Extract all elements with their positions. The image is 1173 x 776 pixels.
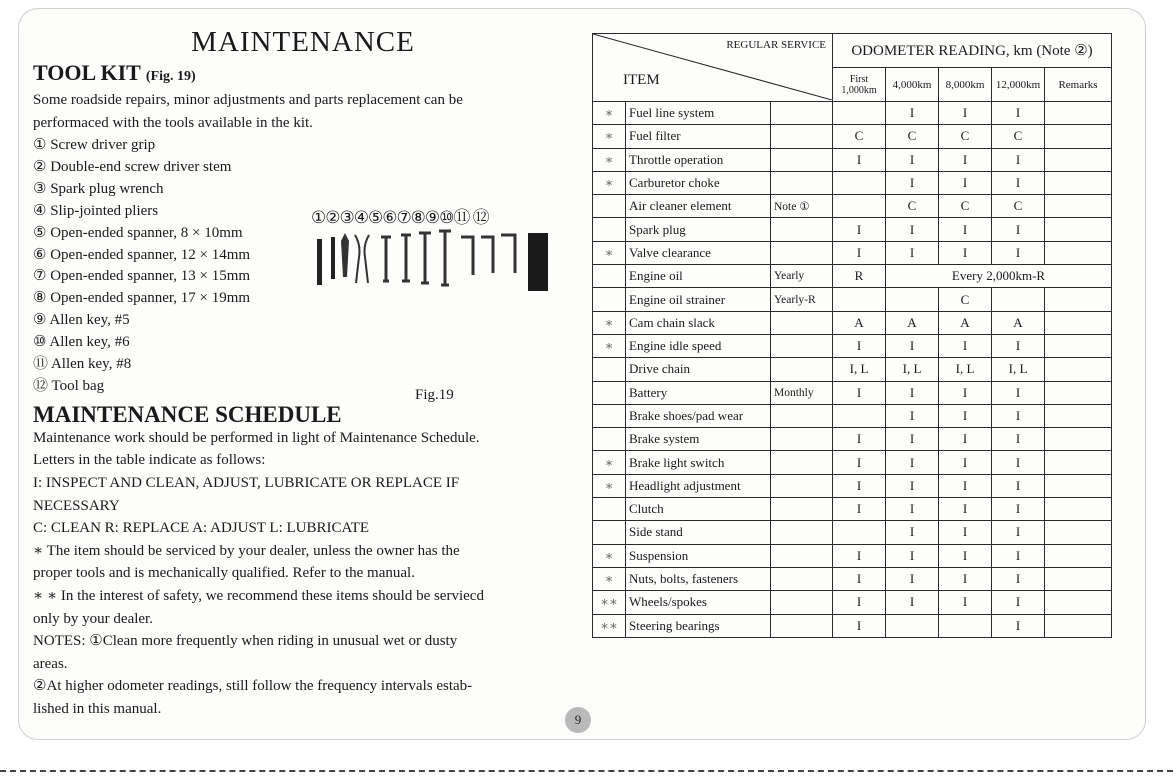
schedule-text xyxy=(33,427,573,721)
row-value: I, L xyxy=(886,358,939,381)
row-note: Yearly-R xyxy=(771,288,833,311)
corner-regular-service: REGULAR SERVICE xyxy=(726,39,826,51)
row-mark xyxy=(593,428,626,451)
row-value: I xyxy=(833,241,886,264)
tool-item-label: Open-ended spanner, 8 × 10mm xyxy=(50,224,243,241)
row-remarks xyxy=(1045,288,1112,311)
maintenance-table-container xyxy=(592,33,1112,638)
row-value: I xyxy=(939,148,992,171)
row-value: I xyxy=(939,451,992,474)
row-value: I xyxy=(939,241,992,264)
column-header: 8,000km xyxy=(939,68,992,102)
row-note xyxy=(771,451,833,474)
row-mark xyxy=(593,358,626,381)
row-value: I, L xyxy=(992,358,1045,381)
row-value: I xyxy=(833,567,886,590)
row-remarks xyxy=(1045,148,1112,171)
row-note xyxy=(771,567,833,590)
tool-kit-fig-ref: (Fig. 19) xyxy=(145,69,196,84)
tool-item xyxy=(33,157,573,179)
tool-item-number: ⑩ xyxy=(33,334,50,351)
row-mark: ∗ xyxy=(593,125,626,148)
row-value: I xyxy=(886,148,939,171)
row-value: I xyxy=(886,521,939,544)
row-note xyxy=(771,404,833,427)
tool-kit-title: TOOL KIT xyxy=(33,60,141,85)
row-value: I xyxy=(939,171,992,194)
table-row xyxy=(593,498,1112,521)
row-value: I xyxy=(886,334,939,357)
row-value: C xyxy=(833,125,886,148)
schedule-line: Letters in the table indicate as follows: xyxy=(33,452,266,469)
row-value: I xyxy=(886,544,939,567)
tool-item-label: Allen key, #6 xyxy=(49,334,130,351)
row-value: I xyxy=(939,428,992,451)
row-value xyxy=(833,521,886,544)
row-value: C xyxy=(886,195,939,218)
row-mark: ∗ xyxy=(593,451,626,474)
tool-item-label: Allen key, #5 xyxy=(49,312,130,329)
tool-item-label: Open-ended spanner, 17 × 19mm xyxy=(50,290,251,307)
schedule-line: only by your dealer. xyxy=(33,610,153,627)
table-row xyxy=(593,404,1112,427)
maintenance-table xyxy=(592,33,1112,638)
row-item: Battery xyxy=(626,381,771,404)
row-item: Valve clearance xyxy=(626,241,771,264)
tool-kit-heading xyxy=(33,60,573,89)
row-value: I xyxy=(992,171,1045,194)
column-header: Remarks xyxy=(1045,68,1112,102)
row-item: Side stand xyxy=(626,521,771,544)
page-number: 9 xyxy=(565,707,591,733)
row-mark: ∗ xyxy=(593,544,626,567)
row-note xyxy=(771,148,833,171)
row-remarks xyxy=(1045,498,1112,521)
row-value: I xyxy=(992,567,1045,590)
row-note xyxy=(771,521,833,544)
table-row xyxy=(593,474,1112,497)
tool-item-number: ④ xyxy=(33,202,51,219)
row-item: Fuel line system xyxy=(626,102,771,125)
tools-illustration xyxy=(311,227,571,357)
row-value: C xyxy=(886,125,939,148)
row-remarks xyxy=(1045,334,1112,357)
row-value xyxy=(886,288,939,311)
row-note xyxy=(771,358,833,381)
row-remarks xyxy=(1045,102,1112,125)
row-item: Carburetor choke xyxy=(626,171,771,194)
row-value: I xyxy=(833,498,886,521)
row-item: Throttle operation xyxy=(626,148,771,171)
row-note: Yearly xyxy=(771,265,833,288)
row-mark: ∗ xyxy=(593,311,626,334)
row-note xyxy=(771,474,833,497)
row-item: Engine oil strainer xyxy=(626,288,771,311)
row-item: Steering bearings xyxy=(626,614,771,637)
row-value: I xyxy=(886,102,939,125)
table-row xyxy=(593,311,1112,334)
row-mark xyxy=(593,288,626,311)
row-value: I xyxy=(939,102,992,125)
row-value: I xyxy=(886,218,939,241)
row-remarks xyxy=(1045,404,1112,427)
figure-caption: Fig.19 xyxy=(415,387,454,403)
row-value: I xyxy=(886,428,939,451)
row-mark: ∗ xyxy=(593,102,626,125)
schedule-line: NECESSARY xyxy=(33,497,120,514)
row-mark xyxy=(593,381,626,404)
row-remarks xyxy=(1045,195,1112,218)
row-mark: ∗ xyxy=(593,334,626,357)
row-item: Engine oil xyxy=(626,265,771,288)
row-mark xyxy=(593,498,626,521)
row-mark: ∗ xyxy=(593,474,626,497)
tool-item-number: ⑤ xyxy=(33,224,51,241)
schedule-line: Maintenance work should be performed in light of Maintenance Schedule. xyxy=(33,429,480,446)
schedule-line: C: CLEAN R: REPLACE A: ADJUST L: LUBRICATE xyxy=(33,520,370,537)
tool-item-label: Screw driver grip xyxy=(50,137,156,153)
row-value: I xyxy=(939,544,992,567)
row-note xyxy=(771,498,833,521)
table-row xyxy=(593,125,1112,148)
row-value: I xyxy=(833,614,886,637)
row-item: Clutch xyxy=(626,498,771,521)
row-note xyxy=(771,241,833,264)
schedule-line: ∗ The item should be serviced by your dealer, unless the owner has the xyxy=(33,542,460,559)
row-value: I xyxy=(992,521,1045,544)
table-row xyxy=(593,241,1112,264)
row-value: I xyxy=(992,451,1045,474)
row-remarks xyxy=(1045,125,1112,148)
row-mark xyxy=(593,265,626,288)
row-value: I xyxy=(939,521,992,544)
row-value: I xyxy=(992,148,1045,171)
column-header: 12,000km xyxy=(992,68,1045,102)
table-row xyxy=(593,358,1112,381)
schedule-heading: MAINTENANCE SCHEDULE xyxy=(33,401,342,427)
tool-item-number: ⑫ xyxy=(33,377,52,394)
table-row xyxy=(593,614,1112,637)
row-value: I xyxy=(992,381,1045,404)
row-value xyxy=(833,102,886,125)
bottom-rule xyxy=(0,770,1173,772)
table-row xyxy=(593,567,1112,590)
tool-item-label: Spark plug wrench xyxy=(50,180,164,197)
row-note: Monthly xyxy=(771,381,833,404)
row-span-note: Every 2,000km-R xyxy=(886,265,1112,288)
table-row xyxy=(593,102,1112,125)
row-remarks xyxy=(1045,218,1112,241)
row-remarks xyxy=(1045,451,1112,474)
row-remarks xyxy=(1045,241,1112,264)
tool-item-number: ⑨ xyxy=(33,312,50,329)
row-note xyxy=(771,125,833,148)
row-value xyxy=(833,288,886,311)
row-mark: ∗∗ xyxy=(593,591,626,614)
row-value: A xyxy=(886,311,939,334)
corner-item: ITEM xyxy=(623,72,660,88)
tool-list xyxy=(33,135,573,403)
table-row xyxy=(593,381,1112,404)
table-row xyxy=(593,288,1112,311)
row-value: I xyxy=(939,404,992,427)
schedule-line: I: INSPECT AND CLEAN, ADJUST, LUBRICATE OR REPLACE IF xyxy=(33,475,460,492)
row-note xyxy=(771,102,833,125)
row-value: I xyxy=(992,498,1045,521)
row-item: Drive chain xyxy=(626,358,771,381)
table-row xyxy=(593,265,1112,288)
row-value: A xyxy=(833,311,886,334)
tool-item xyxy=(33,179,573,201)
row-value: I xyxy=(939,474,992,497)
row-value: C xyxy=(939,288,992,311)
row-value: I xyxy=(939,591,992,614)
row-mark: ∗ xyxy=(593,148,626,171)
row-item: Nuts, bolts, fasteners xyxy=(626,567,771,590)
row-remarks xyxy=(1045,591,1112,614)
row-value: I xyxy=(833,451,886,474)
row-note xyxy=(771,591,833,614)
table-row xyxy=(593,451,1112,474)
row-item: Spark plug xyxy=(626,218,771,241)
row-value xyxy=(939,614,992,637)
left-column xyxy=(33,26,573,721)
row-note xyxy=(771,544,833,567)
row-item: Brake shoes/pad wear xyxy=(626,404,771,427)
row-remarks xyxy=(1045,474,1112,497)
row-value: I xyxy=(992,544,1045,567)
row-value: C xyxy=(939,125,992,148)
row-mark: ∗∗ xyxy=(593,614,626,637)
row-value: I, L xyxy=(939,358,992,381)
row-value: I xyxy=(939,381,992,404)
row-value: I xyxy=(939,218,992,241)
row-item: Suspension xyxy=(626,544,771,567)
row-item: Brake light switch xyxy=(626,451,771,474)
tool-item-number: ⑥ xyxy=(33,246,51,263)
row-remarks xyxy=(1045,544,1112,567)
row-item: Air cleaner element xyxy=(626,195,771,218)
table-row xyxy=(593,171,1112,194)
row-note: Note ① xyxy=(771,195,833,218)
row-value xyxy=(833,404,886,427)
row-value: I xyxy=(886,451,939,474)
schedule-line: ∗ ∗ In the interest of safety, we recommend these items should be serviecd xyxy=(33,588,484,605)
row-mark: ∗ xyxy=(593,171,626,194)
row-value xyxy=(992,288,1045,311)
row-value: I xyxy=(939,498,992,521)
row-item: Engine idle speed xyxy=(626,334,771,357)
row-item: Headlight adjustment xyxy=(626,474,771,497)
row-value: I xyxy=(992,614,1045,637)
row-value: I xyxy=(833,474,886,497)
row-remarks xyxy=(1045,521,1112,544)
tool-item xyxy=(33,135,573,157)
row-value: R xyxy=(833,265,886,288)
tool-item-number: ② xyxy=(33,158,51,175)
table-corner-cell xyxy=(593,34,833,102)
row-value: I xyxy=(992,428,1045,451)
row-note xyxy=(771,428,833,451)
schedule-line: lished in this manual. xyxy=(33,701,162,717)
row-value: I xyxy=(833,591,886,614)
row-value xyxy=(886,614,939,637)
tool-number-labels: ①②③④⑤⑥⑦⑧⑨⑩⑪ ⑫ xyxy=(311,208,489,227)
row-value: I xyxy=(833,381,886,404)
row-value: I xyxy=(886,404,939,427)
table-row xyxy=(593,334,1112,357)
row-note xyxy=(771,614,833,637)
table-row xyxy=(593,591,1112,614)
row-value xyxy=(833,171,886,194)
page-title: MAINTENANCE xyxy=(191,26,415,58)
row-mark xyxy=(593,218,626,241)
row-remarks xyxy=(1045,614,1112,637)
schedule-line: NOTES: ①Clean more frequently when riding in unusual wet or dusty xyxy=(33,633,458,650)
row-value: I xyxy=(992,474,1045,497)
table-row xyxy=(593,148,1112,171)
row-mark: ∗ xyxy=(593,567,626,590)
tool-kit-intro-1: Some roadside repairs, minor adjustments and parts replacement can be xyxy=(33,92,463,108)
row-value: I xyxy=(886,498,939,521)
column-header: 4,000km xyxy=(886,68,939,102)
row-note xyxy=(771,218,833,241)
table-row xyxy=(593,195,1112,218)
tool-kit-figure xyxy=(311,205,571,405)
row-value xyxy=(833,195,886,218)
row-value: I xyxy=(833,334,886,357)
row-remarks xyxy=(1045,358,1112,381)
row-value: I xyxy=(939,567,992,590)
row-value: I xyxy=(886,171,939,194)
row-value: I xyxy=(992,404,1045,427)
row-value: I xyxy=(886,381,939,404)
row-value: I xyxy=(992,591,1045,614)
row-value: I xyxy=(886,567,939,590)
row-value: I xyxy=(992,334,1045,357)
row-value: A xyxy=(939,311,992,334)
tool-item-label: Allen key, #8 xyxy=(50,356,132,373)
row-value: I xyxy=(992,102,1045,125)
row-value: I xyxy=(992,241,1045,264)
row-value: I, L xyxy=(833,358,886,381)
row-remarks xyxy=(1045,381,1112,404)
row-mark: ∗ xyxy=(593,241,626,264)
row-mark xyxy=(593,195,626,218)
tool-item-number: ⑪ xyxy=(33,356,51,373)
schedule-line: proper tools and is mechanically qualified. Refer to the manual. xyxy=(33,565,415,582)
schedule-line: ②At higher odometer readings, still follow the frequency intervals estab- xyxy=(33,678,473,695)
tool-item-label: Open-ended spanner, 12 × 14mm xyxy=(50,246,251,263)
row-remarks xyxy=(1045,311,1112,334)
row-remarks xyxy=(1045,428,1112,451)
row-value: C xyxy=(992,125,1045,148)
tool-item-label: Open-ended spanner, 13 × 15mm xyxy=(50,268,251,285)
tool-item-number: ⑧ xyxy=(33,290,51,307)
row-item: Cam chain slack xyxy=(626,311,771,334)
row-mark xyxy=(593,521,626,544)
row-note xyxy=(771,334,833,357)
row-value: I xyxy=(833,428,886,451)
odometer-header: ODOMETER READING, km (Note ②) xyxy=(833,34,1112,68)
row-value: I xyxy=(886,591,939,614)
row-value: A xyxy=(992,311,1045,334)
row-value: I xyxy=(833,218,886,241)
column-header: First 1,000km xyxy=(833,68,886,102)
row-value: I xyxy=(886,241,939,264)
row-item: Brake system xyxy=(626,428,771,451)
row-value: I xyxy=(833,148,886,171)
row-value: C xyxy=(939,195,992,218)
row-item: Wheels/spokes xyxy=(626,591,771,614)
tool-item-number: ③ xyxy=(33,180,51,197)
row-item: Fuel filter xyxy=(626,125,771,148)
row-value: I xyxy=(992,218,1045,241)
tool-item-label: Tool bag xyxy=(51,377,105,394)
row-value: I xyxy=(886,474,939,497)
tool-item-label: Slip-jointed pliers xyxy=(50,202,159,219)
table-row xyxy=(593,428,1112,451)
row-mark xyxy=(593,404,626,427)
table-row xyxy=(593,521,1112,544)
row-remarks xyxy=(1045,171,1112,194)
tool-item-label: Double-end screw driver stem xyxy=(50,158,232,175)
table-row xyxy=(593,544,1112,567)
table-row xyxy=(593,218,1112,241)
row-remarks xyxy=(1045,567,1112,590)
row-note xyxy=(771,171,833,194)
schedule-line: areas. xyxy=(33,655,68,672)
row-value: I xyxy=(833,544,886,567)
tool-kit-intro-2: performaced with the tools available in the kit. xyxy=(33,115,313,131)
tool-item-number: ① xyxy=(33,137,51,153)
tool-item-number: ⑦ xyxy=(33,268,51,285)
row-note xyxy=(771,311,833,334)
row-value: C xyxy=(992,195,1045,218)
row-value: I xyxy=(939,334,992,357)
